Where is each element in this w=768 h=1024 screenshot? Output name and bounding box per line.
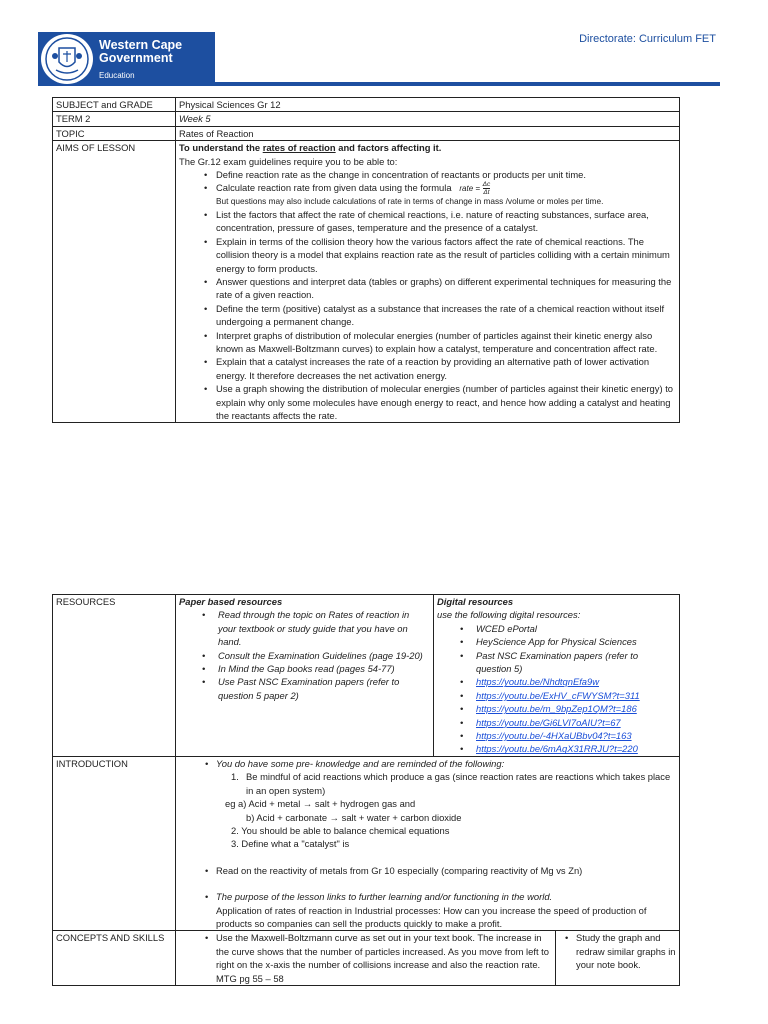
table-row (53, 98, 680, 112)
introduction-content (176, 756, 680, 930)
logo-line-1: Western Cape (99, 37, 183, 52)
list-item: • Read on the reactivity of metals from Gr 10 especially (comparing reactivity of Mg vs Zn) (199, 864, 676, 877)
directorate-label: Directorate: Curriculum FET (579, 33, 716, 45)
aims-heading: To understand the rates of reaction and factors affecting it. (179, 142, 442, 154)
list-item: • Past NSC Examination papers (refer to question 5) (437, 649, 676, 676)
list-item (437, 702, 676, 715)
aims-intro: The Gr.12 exam guidelines require you to be able to: (179, 155, 398, 167)
digital-resources (434, 595, 680, 757)
topic-value: Rates of Reaction (176, 126, 680, 140)
rate-formula: $\frac{\Delta c}{\Delta t}$ (482, 181, 491, 197)
list-item: • Answer questions and interpret data (tables or graphs) on different experimental techniques for measuring the rate of a given reaction. (179, 275, 676, 302)
list-item: • Use the Maxwell-Boltzmann curve as set out in your text book. The increase in the curve shows that the number of particles increased. As you move from left to right on the x-axis the number of collisions increase and also the reaction rate. MTG pg 55 – 58 (199, 931, 552, 985)
list-item: • List the factors that affect the rate of chemical reactions, i.e. nature of reacting substances, surface area, concentration, pressure of gases, temperature and the presence of a catalyst. (179, 208, 676, 235)
paper-resources (176, 595, 434, 757)
list-item (437, 716, 676, 729)
list-item: • WCED ePortal (437, 622, 676, 635)
list-item (437, 729, 676, 742)
table-row (53, 756, 680, 930)
intro-eg-b: b) Acid + carbonate → salt + water + carbon dioxide (246, 811, 462, 823)
list-item: • Define reaction rate as the change in concentration of reactants or products per unit time. (179, 168, 676, 181)
list-item (437, 675, 676, 688)
topic-label: TOPIC (53, 126, 176, 140)
table-row (53, 126, 680, 140)
list-item: • The purpose of the lesson links to further learning and/or functioning in the world. Application of rates of reaction in Industrial processes: How can you increase the speed of production of products so companies can sell the products quickly to make a profit. (199, 890, 676, 930)
concepts-content (176, 931, 556, 986)
video-link[interactable]: https://youtu.be/-4HXaUBbv04?t=163 (476, 730, 632, 742)
introduction-label: INTRODUCTION (53, 756, 176, 930)
video-link[interactable]: https://youtu.be/ExHV_cFWYSM?t=311 (476, 689, 640, 701)
logo-line-2: Government (99, 50, 173, 65)
table-row (53, 112, 680, 126)
digital-heading: Digital resources (437, 596, 514, 607)
paper-heading: Paper based resources (179, 596, 283, 607)
list-item (437, 742, 676, 755)
subject-label: SUBJECT and GRADE (53, 98, 176, 112)
digital-intro: use the following digital resources: (437, 609, 581, 621)
term-label: TERM 2 (53, 112, 176, 126)
intro-eg-a: eg a) Acid + metal → salt + hydrogen gas and (225, 798, 416, 810)
wcg-logo (38, 32, 215, 86)
aims-2-note: But questions may also include calculations of rate in terms of change in mass /volume or moles per time. (216, 196, 604, 207)
list-item: • In Mind the Gap books read (pages 54-77) (179, 662, 430, 675)
intro-item-3: 3. Define what a "catalyst" is (231, 838, 350, 850)
list-item: • Use Past NSC Examination papers (refer to question 5 paper 2) (179, 675, 430, 702)
aims-content (176, 141, 680, 423)
table-row (53, 931, 680, 986)
table-row (53, 595, 680, 757)
logo-line-3: Education (99, 70, 135, 80)
intro-item-2: 2. You should be able to balance chemical equations (231, 824, 450, 836)
list-item: • Read through the topic on Rates of reaction in your textbook or study guide that you have on hand. (179, 608, 430, 648)
subject-value: Physical Sciences Gr 12 (176, 98, 680, 112)
concepts-label: CONCEPTS AND SKILLS (53, 931, 176, 986)
video-link[interactable]: https://youtu.be/NhdtqnEfa9w (476, 676, 599, 688)
lesson-info-table (52, 97, 680, 423)
coat-of-arms-icon (41, 34, 93, 84)
video-link[interactable]: https://youtu.be/Gi6LVI7oAIU?t=67 (476, 716, 621, 728)
intro-item-1: 1. Be mindful of acid reactions which produce a gas (since reaction rates are reactions which takes place in an open system) (231, 771, 671, 796)
list-item: • Define the term (positive) catalyst as a substance that increases the rate of a chemical reaction without itself undergoing a permanent change. (179, 302, 676, 329)
list-item: • Explain in terms of the collision theory how the various factors affect the rate of chemical reactions. The collision theory is a model that explains reaction rate as the result of particles colliding with a certain minimum energy to form products. (179, 235, 676, 275)
list-item: • Use a graph showing the distribution of molecular energies (number of particles against their kinetic energy) to explain why only some molecules have enough energy to react, and hence how adding a catalyst and heating the reactants affects the rate. (179, 382, 676, 422)
video-link[interactable]: https://youtu.be/m_9bpZep1QM?t=186 (476, 703, 637, 715)
video-link[interactable]: https://youtu.be/6mAqX31RRJU?t=220 (476, 743, 638, 755)
table-row (53, 141, 680, 423)
term-value: Week 5 (176, 112, 680, 126)
lesson-resources-table (52, 594, 680, 986)
aims-label: AIMS OF LESSON (53, 141, 176, 423)
list-item: • Study the graph and redraw similar graphs in your note book. (559, 931, 676, 971)
header-rule (215, 82, 720, 86)
list-item: • Calculate reaction rate from given data using the formula rate = $\frac{\Delta c}{\Delta t}$ But questions may also include calculations of rate in terms of change in mass /volume or moles per time. (179, 181, 676, 208)
list-item: • HeyScience App for Physical Sciences (437, 635, 676, 648)
list-item: • Explain that a catalyst increases the rate of a reaction by providing an alternative path of lower activation energy. It therefore decreases the net activation energy. (179, 355, 676, 382)
resources-label: RESOURCES (53, 595, 176, 757)
list-item (437, 689, 676, 702)
list-item: • You do have some pre- knowledge and are reminded of the following: (199, 757, 676, 770)
list-item: • Consult the Examination Guidelines (page 19-20) (179, 649, 430, 662)
list-item: • Interpret graphs of distribution of molecular energies (number of particles against their kinetic energy also known as Maxwell-Boltzmann curves) to explain how a catalyst, temperature and concentration affect rate. (179, 329, 676, 356)
concepts-activity (556, 931, 680, 986)
